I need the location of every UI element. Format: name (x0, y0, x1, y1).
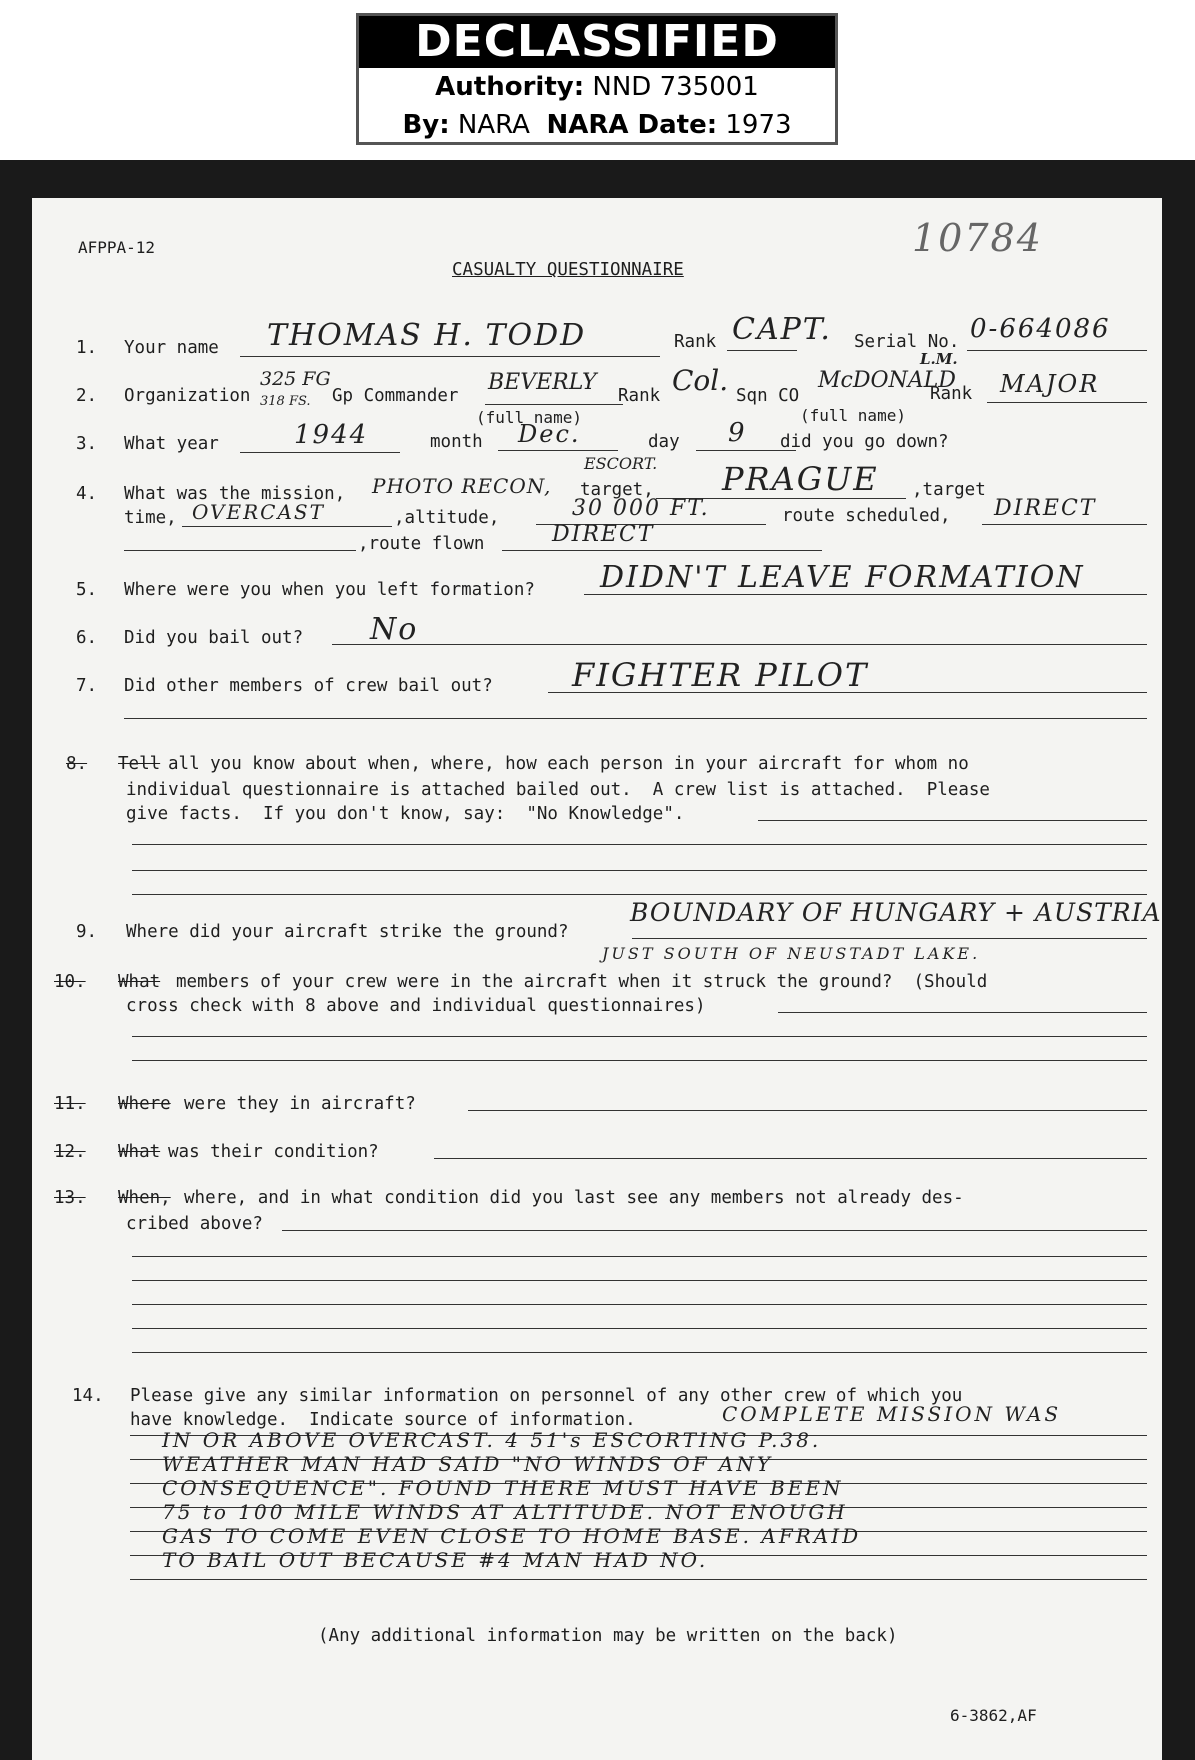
q3-day-label: day (648, 432, 680, 452)
q4-number: 4. (76, 484, 98, 504)
q14-answer-line-4: CONSEQUENCE". FOUND THERE MUST HAVE BEEN (162, 1476, 844, 1500)
q13-line-f (132, 1352, 1147, 1353)
q8-line-b (132, 844, 1147, 845)
q14-line1: Please give any similar information on personnel of any other crew of which you (130, 1386, 963, 1406)
q9-answer-1: BOUNDARY OF HUNGARY + AUSTRIA (630, 898, 1162, 927)
q8-struck-word: Tell (118, 754, 161, 774)
q1-name-line (240, 356, 660, 357)
q12-line (434, 1158, 1147, 1159)
q6-label: Did you bail out? (124, 628, 304, 648)
q14-answer-line-1: COMPLETE MISSION WAS (722, 1402, 1062, 1426)
q13-line-d (132, 1304, 1147, 1305)
q4-route-flown-label: ,route flown (358, 534, 485, 554)
q4-target-answer: PRAGUE (722, 460, 879, 498)
form-id: AFPPA-12 (78, 238, 156, 257)
q4-route-sched-line (982, 524, 1147, 525)
q8-line2: individual questionnaire is attached bailed out. A crew list is attached. Please (126, 780, 990, 800)
q6-line (332, 644, 1147, 645)
q2-org-answer-2: 318 FS. (260, 394, 311, 409)
q13-struck-word: When, (118, 1188, 171, 1208)
declassified-stamp (356, 13, 838, 145)
q13-line-b (132, 1256, 1147, 1257)
stamp-by-label: By: (402, 110, 450, 140)
q14-answer-line-7: TO BAIL OUT BECAUSE #4 MAN HAD NO. (162, 1548, 709, 1572)
q3-day-answer: 9 (728, 418, 747, 448)
q8-number: 8. (66, 754, 88, 774)
q3-year-answer: 1944 (294, 420, 369, 450)
q7-extra-line (124, 718, 1147, 719)
q2-gp-commander-answer: BEVERLY (488, 370, 597, 395)
q10-line-b (132, 1036, 1147, 1037)
q1-name-answer: THOMAS H. TODD (267, 318, 587, 353)
q2-full-name-1: (full name) (476, 408, 582, 427)
q2-gp-label: Gp Commander (332, 386, 459, 406)
q8-line-d (132, 894, 1147, 895)
q3-label: What year (124, 434, 219, 454)
q4-route-flown-line (502, 550, 822, 551)
q4-time-line (182, 526, 392, 527)
q13-line-e (132, 1328, 1147, 1329)
q2-org-answer: 325 FG (260, 368, 331, 390)
q5-label: Where were you when you left formation? (124, 580, 535, 600)
q2-label: Organization (124, 386, 251, 406)
q11-line (468, 1110, 1147, 1111)
footer-note: (Any additional information may be written on the back) (318, 1626, 898, 1646)
q14-answer-line-3: WEATHER MAN HAD SAID "NO WINDS OF ANY (162, 1452, 774, 1476)
q3-number: 3. (76, 434, 98, 454)
q7-number: 7. (76, 676, 98, 696)
q1-rank-label: Rank (674, 332, 717, 352)
q14-line2: have knowledge. Indicate source of information. (130, 1410, 636, 1430)
q4-altitude-label: ,altitude, (394, 508, 500, 528)
q10-line-c (132, 1060, 1147, 1061)
stamp-date-label: NARA Date: (546, 110, 718, 140)
q4-label: What was the mission, (124, 484, 346, 504)
q4-altitude-answer: 30 000 FT. (572, 496, 710, 521)
q10-line2: cross check with 8 above and individual questionnaires) (126, 996, 706, 1016)
q2-gp-line (485, 404, 623, 405)
file-number: 10784 (912, 216, 1043, 260)
q13-line1: where, and in what condition did you last see any members not already des- (184, 1188, 964, 1208)
form-title: CASUALTY QUESTIONNAIRE (452, 260, 684, 280)
q1-serial-line (967, 350, 1147, 351)
q3-month-line (498, 450, 618, 451)
q8-line1: all you know about when, where, how each person in your aircraft for whom no (168, 754, 969, 774)
q6-answer: No (370, 612, 419, 647)
stamp-date-value: 1973 (725, 110, 792, 140)
q13-line-a (282, 1230, 1147, 1231)
q10-line-a (778, 1012, 1147, 1013)
q14-answer-line-6: GAS TO COME EVEN CLOSE TO HOME BASE. AFRAID (162, 1524, 862, 1548)
q2-rank-label: Rank (618, 386, 661, 406)
q5-number: 5. (76, 580, 98, 600)
q1-rank-answer: CAPT. (732, 312, 832, 347)
stamp-authority-label: Authority: (435, 72, 585, 102)
q2-sqn-co-answer: McDONALD (818, 368, 956, 393)
q3-month-label: month (430, 432, 483, 452)
q1-label: Your name (124, 338, 219, 358)
q1-serial-answer: 0-664086 (970, 314, 1111, 344)
q4-time-answer: OVERCAST (192, 500, 325, 524)
q9-answer-2: JUST SOUTH OF NEUSTADT LAKE. (602, 944, 981, 963)
stamp-title: DECLASSIFIED (359, 16, 835, 68)
q4-mission-answer: PHOTO RECON, (372, 474, 552, 498)
q9-number: 9. (76, 922, 98, 942)
q1-number: 1. (76, 338, 98, 358)
q12-struck-word: What (118, 1142, 161, 1162)
q13-line-c (132, 1280, 1147, 1281)
q12-number: 12. (54, 1142, 86, 1162)
form-number: 6-3862,AF (950, 1706, 1037, 1725)
q2-rank2-line (987, 402, 1147, 403)
stamp-authority-value: NND 735001 (592, 72, 759, 102)
q4-target-label: target, (580, 480, 654, 500)
q1-rank-line (727, 350, 797, 351)
q11-struck-word: Where (118, 1094, 171, 1114)
q1-serial-label: Serial No. (854, 332, 960, 352)
q3-month-answer: Dec. (518, 420, 581, 448)
q11-number: 11. (54, 1094, 86, 1114)
q2-number: 2. (76, 386, 98, 406)
q9-label: Where did your aircraft strike the ground? (126, 922, 569, 942)
q10-line1: members of your crew were in the aircraft when it struck the ground? (Should (176, 972, 988, 992)
q8-line-a (758, 820, 1147, 821)
q13-line2: cribed above? (126, 1214, 263, 1234)
q2-sqn-label: Sqn CO (736, 386, 800, 406)
q7-label: Did other members of crew bail out? (124, 676, 493, 696)
q7-answer: FIGHTER PILOT (572, 656, 869, 694)
q4-route-sched-answer: DIRECT (994, 496, 1097, 521)
q5-answer: DIDN'T LEAVE FORMATION (600, 560, 1085, 595)
q2-sqn-co-initials: L.M. (920, 350, 958, 368)
q2-rank2-label: Rank (930, 384, 973, 404)
q12-label: was their condition? (168, 1142, 379, 1162)
q14-number: 14. (72, 1386, 104, 1406)
stamp-authority (359, 68, 835, 106)
q2-gp-rank-answer: Col. (672, 364, 729, 397)
q2-full-name-2: (full name) (800, 406, 906, 425)
q4-target2-label: ,target (912, 480, 986, 500)
stamp-by (359, 106, 835, 144)
q4-route-flown-answer: DIRECT (552, 522, 655, 547)
q4-route-pre-line (124, 550, 356, 551)
q8-line-c (132, 870, 1147, 871)
q14-line-6 (130, 1579, 1147, 1580)
q14-answer-line-5: 75 to 100 MILE WINDS AT ALTITUDE. NOT ENOUGH (162, 1500, 848, 1524)
q4-route-sched-label: route scheduled, (782, 506, 951, 526)
q13-number: 13. (54, 1188, 86, 1208)
q10-struck-word: What (118, 972, 161, 992)
q4-escort-answer: ESCORT. (584, 454, 658, 473)
q11-label: were they in aircraft? (184, 1094, 416, 1114)
q3-tail: did you go down? (780, 432, 949, 452)
q6-number: 6. (76, 628, 98, 648)
q14-answer-line-2: IN OR ABOVE OVERCAST. 4 51's ESCORTING P.38. (162, 1428, 822, 1452)
stamp-by-value: NARA (457, 110, 530, 140)
q4-time-label: time, (124, 508, 177, 528)
q8-line3: give facts. If you don't know, say: "No Knowledge". (126, 804, 685, 824)
q3-year-line (240, 452, 400, 453)
questionnaire-page (32, 198, 1162, 1760)
q9-line (632, 938, 1147, 939)
q10-number: 10. (54, 972, 86, 992)
q2-sqn-rank-answer: MAJOR (1000, 370, 1100, 398)
